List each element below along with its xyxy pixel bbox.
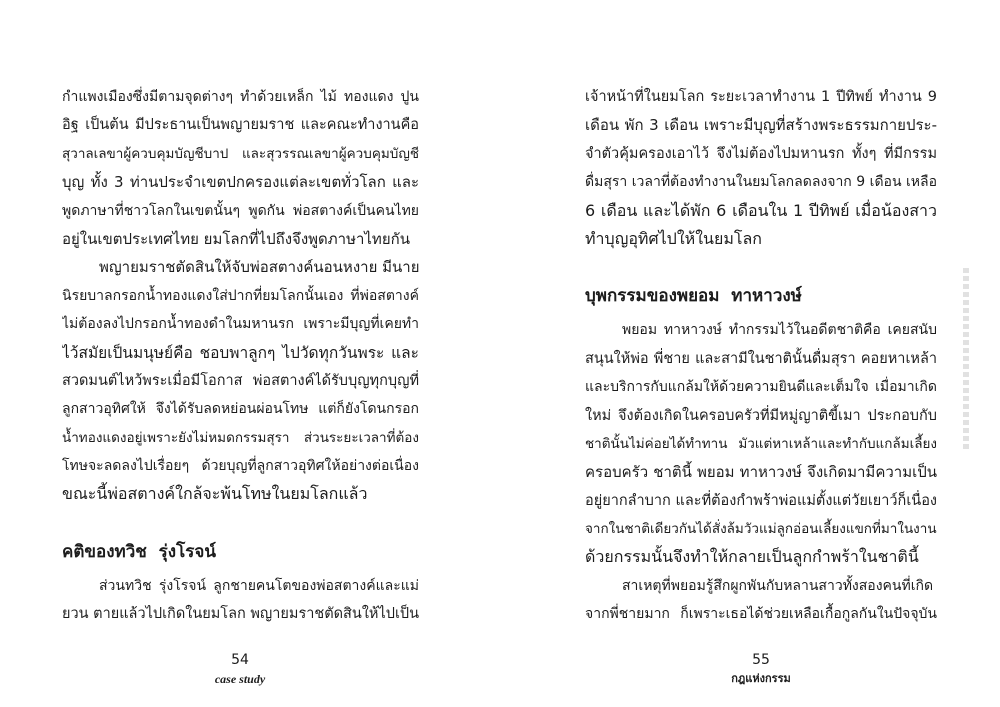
section <box>585 83 937 253</box>
text-line: ส่วนทวิช รุ่งโรจน์ ลูกชายคนโตของพ่อสตางค์และแม่ <box>99 577 419 594</box>
text-line: กำแพงเมืองซึ่งมีตามจุดต่างๆ ทำด้วยเหล็ก ไม้ ทองแดง ปูน <box>62 89 419 105</box>
page-number: 55 <box>752 652 770 668</box>
text-line: พญายมราชตัดสินให้จับพ่อสตางค์นอนหงาย มีนาย <box>99 258 419 277</box>
text-line: ด้วยกรรมนั้นจึงทำให้กลายเป็นลูกกำพร้าในชาตินี้ <box>585 547 919 567</box>
text-line: ลูกสาวอุทิศให้ จึงได้รับลดหย่อนผ่อนโทษ แต่ก็ยังโดนกรอก <box>62 401 419 418</box>
paragraph <box>62 253 419 509</box>
section <box>62 538 419 629</box>
text-line: 6 เดือน และได้พัก 6 เดือนใน 1 ปีทิพย์ เมื่อน้องสาว <box>585 200 937 220</box>
text-line: จำตัวคุ้มครองเอาไว้ จึงไม่ต้องไปมหานรก ทั้งๆ ที่มีกรรม <box>585 145 937 162</box>
text-line: ชาตินั้นไม่ค่อยได้ทำทาน มัวแต่หาเหล้าและทำกับแกล้มเลี้ยง <box>585 435 937 452</box>
paragraph <box>585 83 937 253</box>
text-line: พยอม ทาหาวงษ์ ทำกรรมไว้ในอดีตชาติคือ เคยสนับ <box>622 322 937 339</box>
text-line: ดื่มสุรา เวลาที่ต้องทำงานในยมโลกลดลงจาก 9 เดือน เหลือ <box>585 174 937 191</box>
paragraph <box>62 572 419 629</box>
paragraph <box>585 316 937 572</box>
running-footer: case study <box>214 672 266 686</box>
text-line: จากพี่ชายมาก ก็เพราะเธอได้ช่วยเหลือเกื้อกูลกันในปัจจุบัน <box>585 606 937 623</box>
text-line: อยู่ในเขตประเทศไทย ยมโลกที่ไปถึงจึงพูดภาษาไทยกัน <box>62 229 410 248</box>
text-line: น้ำทองแดงอยู่เพราะยังไม่หมดกรรมสุรา ส่วนระยะเวลาที่ต้อง <box>62 429 419 446</box>
paragraph <box>585 572 937 629</box>
text-line: ทำบุญอุทิศไปให้ในยมโลก <box>585 228 762 248</box>
section-heading: คติของทวิช รุ่งโรจน์ <box>62 541 216 562</box>
section <box>585 282 937 628</box>
text-line: พูดภาษาที่ชาวโลกในเขตนั้นๆ พูดกัน พ่อสตางค์เป็นคนไทย <box>62 202 419 219</box>
text-line: อิฐ เป็นต้น มีประธานเป็นพญายมราช และคณะทำงานคือ <box>62 117 419 134</box>
text-line: ยวน ตายแล้วไปเกิดในยมโลก พญายมราชตัดสินให้ไปเป็น <box>62 606 419 623</box>
page-number: 54 <box>231 652 249 668</box>
text-line: ไม่ต้องลงไปกรอกน้ำทองดำในมหานรก เพราะมีบุญที่เคยทำ <box>62 316 419 333</box>
text-line: ขณะนี้พ่อสตางค์ใกล้จะพ้นโทษในยมโลกแล้ว <box>62 484 368 504</box>
text-line: โทษจะลดลงไปเรื่อยๆ ด้วยบุญที่ลูกสาวอุทิศให้อย่างต่อเนื่อง <box>62 458 419 475</box>
paragraph <box>62 83 419 253</box>
text-line: สาเหตุที่พยอมรู้สึกผูกพันกับหลานสาวทั้งสองคนที่เกิด <box>622 577 934 594</box>
text-line: บุญ ทั้ง 3 ท่านประจำเขตปกครองแต่ละเขตทั่วโลก และ <box>62 173 419 192</box>
edge-bleed-marks <box>963 268 969 450</box>
section <box>62 83 419 509</box>
running-footer: กฎแห่งกรรม <box>731 672 791 685</box>
text-line: จากในชาติเดียวกันได้สั่งล้มวัวแม่ลูกอ่อนเลี้ยงแขกที่มาในงาน <box>585 521 937 538</box>
text-line: สวดมนต์ไหว้พระเมื่อมีโอกาส พ่อสตางค์ได้รับบุญทุกบุญที่ <box>62 372 419 389</box>
text-line: ไว้สมัยเป็นมนุษย์คือ ชอบพาลูกๆ ไปวัดทุกวันพระ และ <box>62 343 419 362</box>
text-line: สุวาลเลขาผู้ควบคุมบัญชีบาป และสุวรรณเลขาผู้ควบคุมบัญชี <box>62 145 419 162</box>
text-line: อยู่ยากลำบาก และที่ต้องกำพร้าพ่อแม่ตั้งแต่วัยเยาว์ก็เนื่อง <box>585 492 937 509</box>
section-heading: บุพกรรมของพยอม ทาหาวงษ์ <box>585 286 802 307</box>
right-page <box>500 0 1000 707</box>
text-line: สนุนให้พ่อ พี่ชาย และสามีในชาตินั้นดื่มสุรา คอยหาเหล้า <box>585 350 937 367</box>
text-line: เดือน พัก 3 เดือน เพราะมีบุญที่สร้างพระธรรมกายประ- <box>585 116 937 135</box>
text-line: นิรยบาลกรอกน้ำทองแดงใส่ปากที่ยมโลกนั้นเอง ที่พ่อสตางค์ <box>62 287 419 304</box>
text-line: และบริการกับแกล้มให้ด้วยความยินดีและเต็มใจ เมื่อมาเกิด <box>585 379 937 396</box>
text-line: ครอบครัว ชาตินี้ พยอม ทาหาวงษ์ จึงเกิดมามีความเป็น <box>585 463 937 482</box>
text-line: เจ้าหน้าที่ในยมโลก ระยะเวลาทำงาน 1 ปีทิพย์ ทำงาน 9 <box>585 89 937 105</box>
page-body-text <box>585 83 937 629</box>
text-line: ใหม่ จึงต้องเกิดในครอบครัวที่มีหมู่ญาติขี้เมา ประกอบกับ <box>585 407 937 424</box>
page-body-text <box>62 83 419 629</box>
